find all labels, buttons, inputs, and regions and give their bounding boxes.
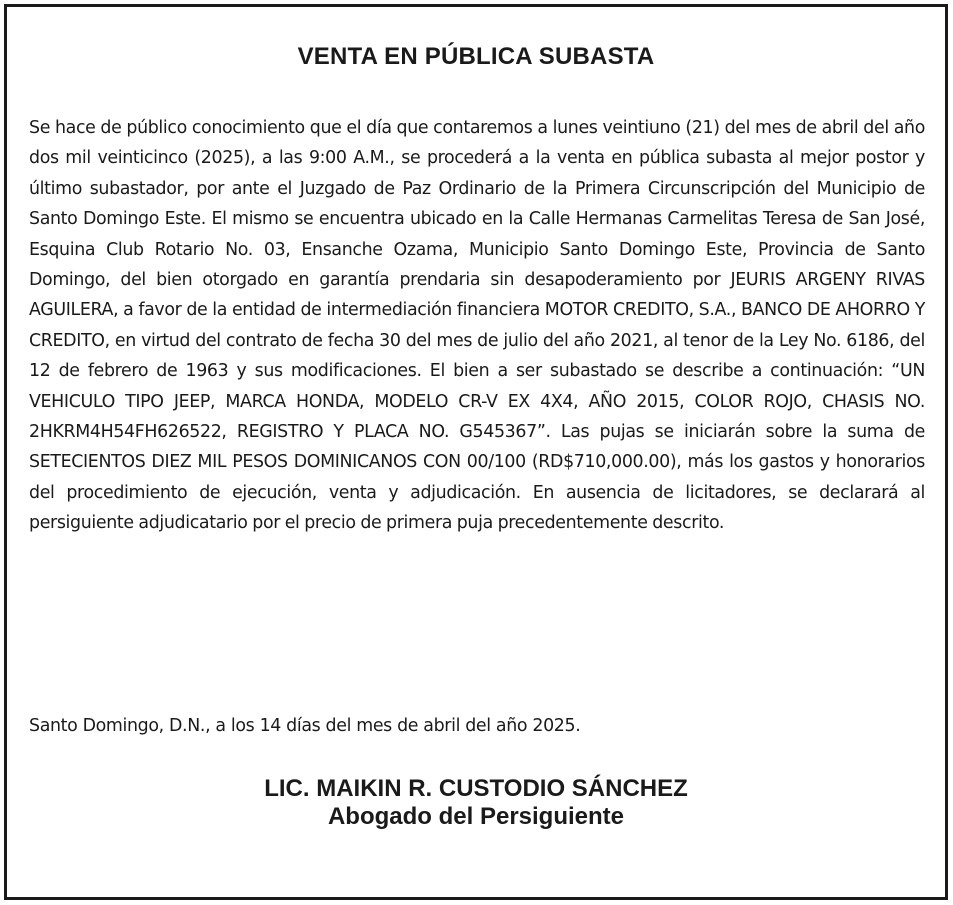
notice-date-line: Santo Domingo, D.N., a los 14 días del mes de abril del año 2025. (29, 716, 581, 736)
auction-notice (4, 4, 948, 900)
signatory-role: Abogado del Persiguiente (327, 803, 625, 830)
notice-body: Se hace de público conocimiento que el día que contaremos a lunes veintiuno (21) del mes de abril del año dos mil veinticinco (2025), a las 9:00 A.M., se procederá a la venta en pública subasta al mejor postor y último subastador, por ante el Juzgado de Paz Ordinario de la Primera Circunscripción del Municipio de Santo Domingo Este. El mismo se encuentra ubicado en la Calle Hermanas Carmelitas Teresa de San José, Esquina Club Rotario No. 03, Ensanche Ozama, Municipio Santo Domingo Este, Provincia de Santo Domingo, del bien otorgado en garantía prendaria sin desapoderamiento por JEURIS ARGENY RIVAS AGUILERA, a favor de la entidad de intermediación financiera MOTOR CREDITO, S.A., BANCO DE AHORRO Y CREDITO, en virtud del contrato de fecha 30 del mes de julio del año 2021, al tenor de la Ley No. 6186, del 12 de febrero de 1963 y sus modificaciones. El bien a ser subastado se describe a continuación: “UN VEHICULO TIPO JEEP, MARCA HONDA, MODELO CR-V EX 4X4, AÑO 2015, COLOR ROJO, CHASIS NO. 2HKRM4H54FH626522, REGISTRO Y PLACA NO. G545367”. Las pujas se iniciarán sobre la suma de SETECIENTOS DIEZ MIL PESOS DOMINICANOS CON 00/100 (RD$710,000.00), más los gastos y honorarios del procedimiento de ejecución, venta y adjudicación. En ausencia de licitadores, se declarará al persiguiente adjudicatario por el precio de primera puja precedentemente descrito. (29, 118, 925, 534)
notice-title: VENTA EN PÚBLICA SUBASTA (297, 43, 655, 70)
signatory-name: LIC. MAIKIN R. CUSTODIO SÁNCHEZ (264, 775, 688, 802)
